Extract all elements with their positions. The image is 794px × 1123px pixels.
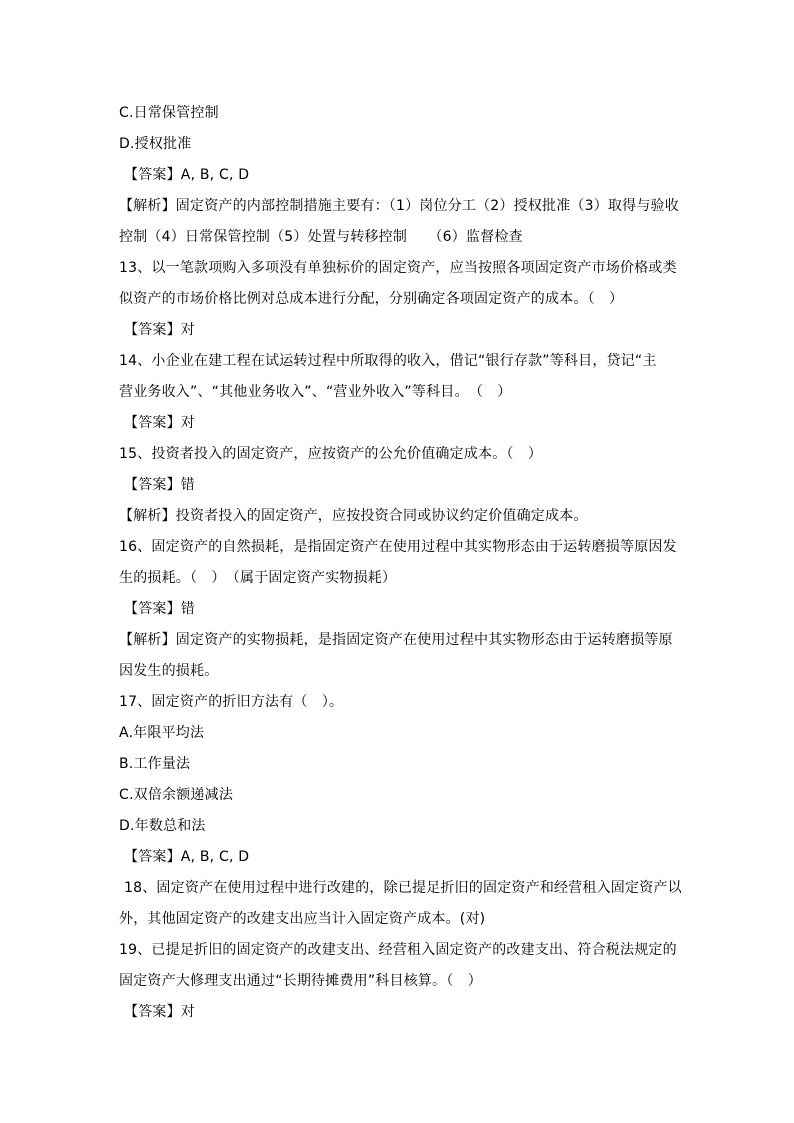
question-13-continuation-line: 似资产的市场价格比例对总成本进行分配，分别确定各项固定资产的成本。（ ）: [119, 291, 624, 307]
analysis-line: 【解析】固定资产的内部控制措施主要有：（1）岗位分工（2）授权批准（3）取得与验收: [119, 198, 679, 214]
option-c-line: C.日常保管控制: [119, 105, 219, 121]
answer-16-line: 【答案】错: [124, 601, 195, 617]
answer-19-line: 【答案】对: [124, 1004, 195, 1020]
option-c-line: C.双倍余额递减法: [119, 787, 234, 803]
answer-13-line: 【答案】对: [124, 322, 195, 338]
question-15-line: 15、投资者投入的固定资产，应按资产的公允价值确定成本。（ ）: [119, 446, 543, 462]
option-d-line: D.授权批准: [119, 136, 192, 152]
question-18-line: 18、固定资产在使用过程中进行改建的，除已提足折旧的固定资产和经营租入固定资产以: [124, 880, 682, 896]
answer-line: 【答案】A, B, C, D: [124, 167, 250, 183]
option-b-line: B.工作量法: [119, 756, 191, 772]
answer-14-line: 【答案】对: [124, 415, 195, 431]
analysis-continuation-line: 控制（4）日常保管控制（5）处置与转移控制 （6）监督检查: [119, 229, 523, 245]
question-16-continuation-line: 生的损耗。（ ） （属于固定资产实物损耗）: [119, 570, 397, 586]
option-d-line: D.年数总和法: [119, 818, 206, 834]
analysis-16-continuation-line: 因发生的损耗。: [119, 663, 219, 679]
question-18-continuation-line: 外，其他固定资产的改建支出应当计入固定资产成本。(对): [119, 911, 486, 927]
question-13-line: 13、以一笔款项购入多项没有单独标价的固定资产，应当按照各项固定资产市场价格或类: [119, 260, 677, 276]
analysis-16-line: 【解析】固定资产的实物损耗，是指固定资产在使用过程中其实物形态由于运转磨损等原: [119, 632, 673, 648]
question-17-line: 17、固定资产的折旧方法有（ ）。: [119, 694, 344, 710]
answer-17-line: 【答案】A, B, C, D: [124, 849, 250, 865]
analysis-15-line: 【解析】投资者投入的固定资产，应按投资合同或协议约定价值确定成本。: [119, 508, 588, 524]
answer-15-line: 【答案】错: [124, 477, 195, 493]
question-19-continuation-line: 固定资产大修理支出通过“长期待摊费用”科目核算。（ ）: [119, 973, 482, 989]
option-a-line: A.年限平均法: [119, 725, 205, 741]
question-16-line: 16、固定资产的自然损耗，是指固定资产在使用过程中其实物形态由于运转磨损等原因发: [119, 539, 677, 555]
question-14-line: 14、小企业在建工程在试运转过程中所取得的收入，借记“银行存款”等科目，贷记“主: [119, 353, 657, 369]
question-14-continuation-line: 营业务收入”、“其他业务收入”、“营业外收入”等科目。 （ ）: [119, 384, 512, 400]
question-19-line: 19、已提足折旧的固定资产的改建支出、经营租入固定资产的改建支出、符合税法规定的: [119, 942, 677, 958]
